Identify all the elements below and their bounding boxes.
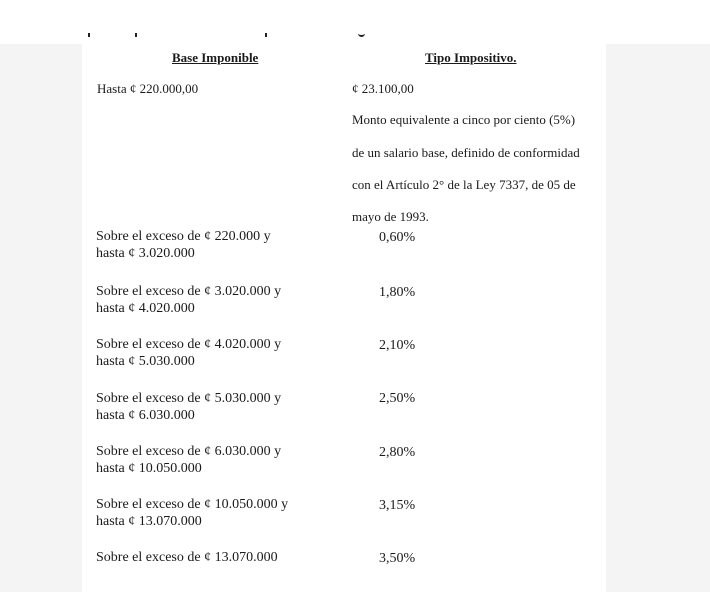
table-row-base-line1: Sobre el exceso de ¢ 220.000 y <box>96 229 271 244</box>
table-row-rate: 3,50% <box>379 551 416 566</box>
cropped-text-fragment <box>88 33 90 37</box>
description-line: de un salario base, definido de conformidad <box>352 145 580 160</box>
table-row-base-line2: hasta ¢ 10.050.000 <box>96 461 202 476</box>
table-row-base-line2: hasta ¢ 3.020.000 <box>96 246 195 261</box>
table-row-base-line1: Sobre el exceso de ¢ 3.020.000 y <box>96 284 282 299</box>
table-row-base-line1: Sobre el exceso de ¢ 4.020.000 y <box>96 337 282 352</box>
description-line: Monto equivalente a cinco por ciento (5%) <box>352 112 576 127</box>
table-row-rate: 0,60% <box>379 230 416 245</box>
first-row-tipo: ¢ 23.100,00 <box>352 81 414 96</box>
cropped-text-fragment <box>265 33 267 37</box>
column-header-base-imponible: Base Imponible <box>172 50 259 65</box>
cropped-text-fragment <box>358 32 365 37</box>
table-row-base-line1: Sobre el exceso de ¢ 13.070.000 <box>96 550 278 565</box>
description-line: mayo de 1993. <box>352 209 429 224</box>
table-row-base-line2: hasta ¢ 13.070.000 <box>96 514 202 529</box>
column-header-tipo-impositivo: Tipo Impositivo. <box>425 50 517 65</box>
table-row-rate: 2,10% <box>379 338 416 353</box>
description-line: con el Artículo 2° de la Ley 7337, de 05 de <box>352 177 576 192</box>
table-row-base-line1: Sobre el exceso de ¢ 10.050.000 y <box>96 497 289 512</box>
table-row-base-line1: Sobre el exceso de ¢ 6.030.000 y <box>96 444 282 459</box>
table-row-rate: 2,50% <box>379 391 416 406</box>
table-row-base-line2: hasta ¢ 5.030.000 <box>96 354 195 369</box>
cropped-text-fragment <box>135 33 137 37</box>
first-row-base: Hasta ¢ 220.000,00 <box>97 81 199 96</box>
table-row-rate: 1,80% <box>379 285 416 300</box>
table-row-rate: 2,80% <box>379 445 416 460</box>
table-row-base-line2: hasta ¢ 4.020.000 <box>96 301 195 316</box>
table-row-base-line2: hasta ¢ 6.030.000 <box>96 408 195 423</box>
top-strip <box>0 0 710 44</box>
table-row-rate: 3,15% <box>379 498 416 513</box>
table-row-base-line1: Sobre el exceso de ¢ 5.030.000 y <box>96 391 282 406</box>
